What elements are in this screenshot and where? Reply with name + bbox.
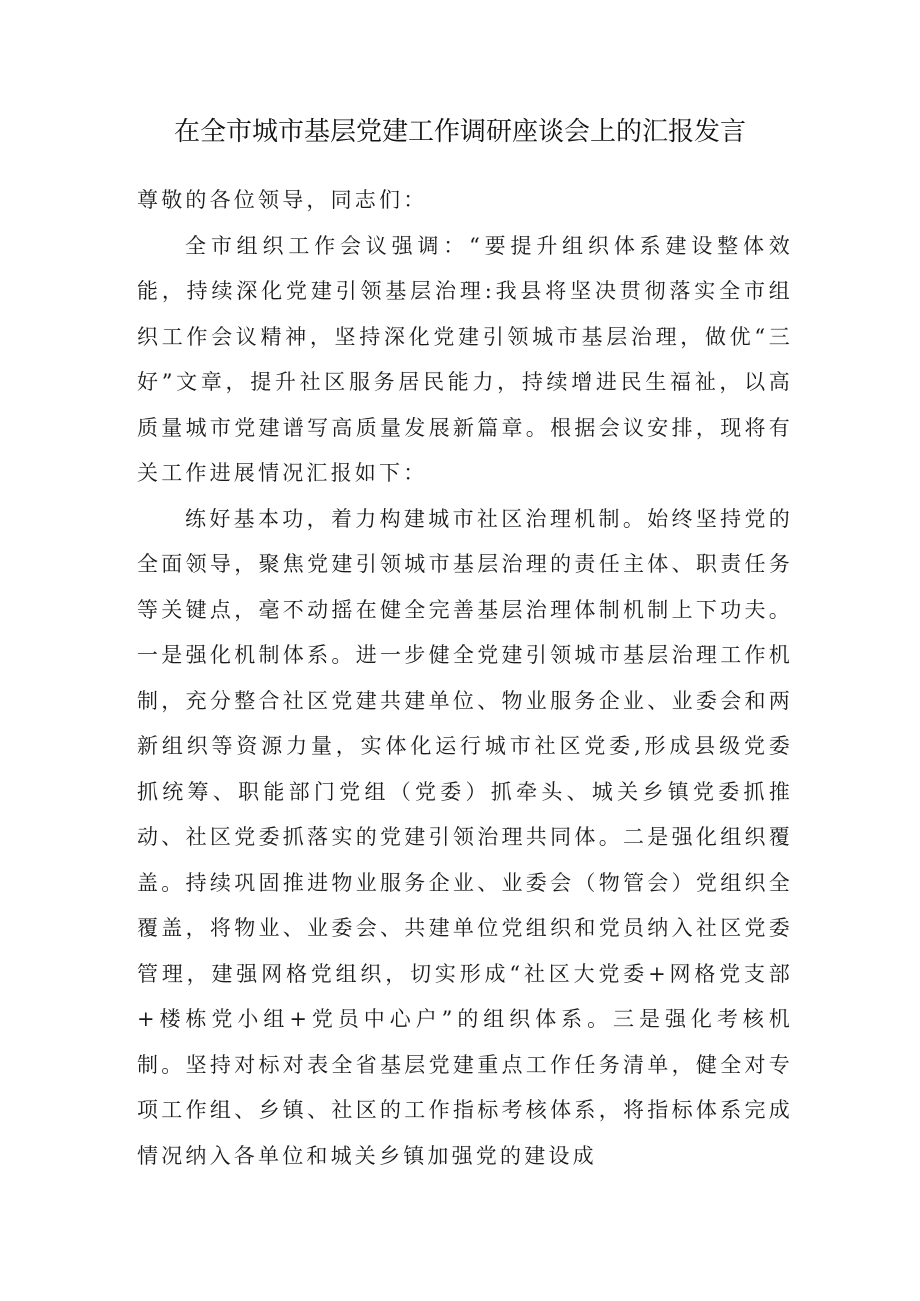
salutation: 尊敬的各位领导，同志们： [137,188,428,212]
document-title: 在全市城市基层党建工作调研座谈会上的汇报发言 [173,117,746,147]
paragraph-mechanism: 练好基本功，着力构建城市社区治理机制。始终坚持党的全面领导，聚焦党建引领城市基层治理的责任主体、职责任务等关键点，毫不动摇在健全完善基层治理体制机制上下功夫。一是强化机制体系。进一步健全党建引领城市基层治理工作机制，充分整合社区党建共建单位、物业服务企业、业委会和两新组织等资源力量，实体化运行城市社区党委,形成县级党委抓统筹、职能部门党组（党委）抓牵头、城关乡镇党委抓推动、社区党委抓落实的党建引领治理共同体。二是强化组织覆盖。持续巩固推进物业服务企业、业委会（物管会）党组织全覆盖，将物业、业委会、共建单位党组织和党员纳入社区党委管理，建强网格党组织，切实形成“社区大党委+网格党支部+楼栋党小组+党员中心户”的组织体系。三是强化考核机制。坚持对标对表全省基层党建重点工作任务清单，健全对专项工作组、乡镇、社区的工作指标考核体系，将指标体系完成情况纳入各单位和城关乡镇加强党的建设成 [137,506,793,1168]
document-body [137,178,793,1179]
paragraph-intro: 全市组织工作会议强调：“要提升组织体系建设整体效能，持续深化党建引领基层治理:我县将坚决贯彻落实全市组织工作会议精神，坚持深化党建引领城市基层治理，做优“三好”文章，提升社区服务居民能力，持续增进民生福祉，以高质量城市党建谱写高质量发展新篇章。根据会议安排，现将有关工作进展情况汇报如下： [137,233,793,485]
